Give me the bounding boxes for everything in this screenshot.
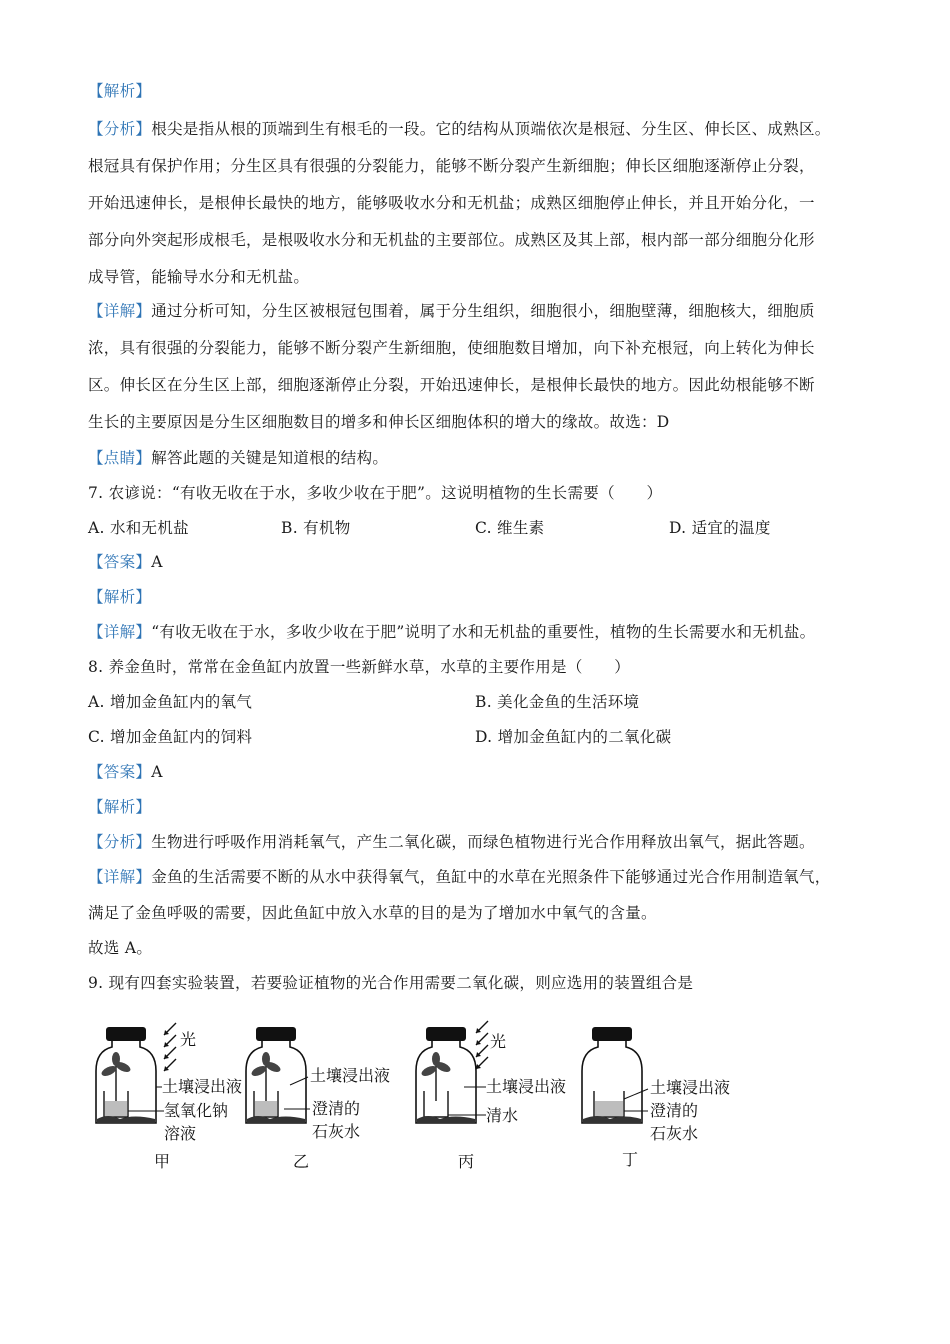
fenxi-tag: 【分析】 bbox=[88, 833, 152, 851]
setup-ding bbox=[582, 1027, 730, 1169]
q7-stem: 7. 农谚说：“有收无收在于水，多收少收在于肥”。这说明植物的生长需要（ ） bbox=[88, 484, 663, 502]
label-naoh-1: 氢氧化钠 bbox=[164, 1101, 229, 1120]
q8-answer: A bbox=[151, 763, 163, 781]
q8-detail-line-2: 满足了金鱼呼吸的需要，因此鱼缸中放入水草的目的是为了增加水中氧气的含量。 bbox=[88, 904, 657, 922]
q6-detail-text: 通过分析可知，分生区被根冠包围着，属于分生组织，细胞很小，细胞壁薄，细胞核大，细胞质 bbox=[151, 302, 815, 320]
q6-detail-line-2: 浓，具有很强的分裂能力，能够不断分裂产生新细胞，使细胞数目增加，向下补充根冠，向上转化为伸长 bbox=[88, 339, 815, 357]
q9-stem: 9. 现有四套实验装置，若要验证植物的光合作用需要二氧化碳，则应选用的装置组合是 bbox=[88, 974, 694, 992]
q7-option-b: B. 有机物 bbox=[281, 519, 351, 537]
label-lime-1-yi: 澄清的 bbox=[312, 1099, 361, 1118]
caption-ding: 丁 bbox=[622, 1150, 639, 1169]
label-naoh-2: 溶液 bbox=[164, 1124, 197, 1143]
q6-analysis-line-1 bbox=[88, 118, 888, 140]
setup-yi bbox=[246, 1027, 390, 1171]
jiexi-tag: 【解析】 bbox=[88, 82, 152, 100]
caption-yi: 乙 bbox=[293, 1152, 310, 1171]
caption-bing: 丙 bbox=[458, 1152, 475, 1171]
q8-detail-text: 金鱼的生活需要不断的从水中获得氧气，鱼缸中的水草在光照条件下能够通过光合作用制造氧气， bbox=[151, 868, 831, 886]
xiangjie-tag: 【详解】 bbox=[88, 302, 152, 320]
label-soil-bing: 土壤浸出液 bbox=[486, 1077, 567, 1096]
q8-stem: 8. 养金鱼时，常常在金鱼缸内放置一些新鲜水草，水草的主要作用是（ ） bbox=[88, 658, 631, 676]
q6-analysis-line-4: 部分向外突起形成根毛，是根吸收水分和无机盐的主要部位。成熟区及其上部，根内部一部分细胞分化形 bbox=[88, 231, 815, 249]
q6-analysis-line-2: 根冠具有保护作用；分生区具有很强的分裂能力，能够不断分裂产生新细胞；伸长区细胞逐渐停止分裂， bbox=[88, 157, 815, 175]
q8-detail-line-1 bbox=[88, 866, 888, 888]
q8-analysis-text: 生物进行呼吸作用消耗氧气，产生二氧化碳，而绿色植物进行光合作用释放出氧气，据此答题。 bbox=[151, 833, 815, 851]
label-lime-2-yi: 石灰水 bbox=[312, 1122, 361, 1141]
label-lime-2-ding: 石灰水 bbox=[650, 1124, 699, 1143]
caption-jia: 甲 bbox=[154, 1152, 171, 1171]
q6-detail-line-4: 生长的主要原因是分生区细胞数目的增多和伸长区细胞体积的增大的缘故。故选：D bbox=[88, 413, 670, 431]
q8-analysis-line bbox=[88, 831, 888, 853]
q7-option-d: D. 适宜的温度 bbox=[669, 519, 771, 537]
setup-bing bbox=[416, 1021, 566, 1171]
experiment-setups-figure bbox=[88, 1015, 768, 1185]
q6-detail-line-3: 区。伸长区在分生区上部，细胞逐渐停止分裂，开始迅速伸长，是根伸长最快的地方。因此幼根能够不断 bbox=[88, 376, 815, 394]
q6-tip-line bbox=[88, 447, 888, 469]
q7-option-c: C. 维生素 bbox=[475, 519, 545, 537]
label-light-bing: 光 bbox=[490, 1032, 507, 1051]
q8-jiexi-tag: 【解析】 bbox=[88, 798, 152, 816]
xiangjie-tag: 【详解】 bbox=[88, 623, 152, 641]
q6-analysis-text: 根尖是指从根的顶端到生有根毛的一段。它的结构从顶端依次是根冠、分生区、伸长区、成熟区。 bbox=[151, 120, 831, 138]
q6-tip-text: 解答此题的关键是知道根的结构。 bbox=[151, 449, 389, 467]
daan-tag: 【答案】 bbox=[88, 553, 152, 571]
label-soil-ding: 土壤浸出液 bbox=[650, 1078, 731, 1097]
q8-conclusion: 故选 A。 bbox=[88, 939, 153, 957]
q8-option-c: C. 增加金鱼缸内的饲料 bbox=[88, 728, 253, 746]
q8-option-d: D. 增加金鱼缸内的二氧化碳 bbox=[475, 728, 672, 746]
fenxi-tag: 【分析】 bbox=[88, 120, 152, 138]
label-lime-1-ding: 澄清的 bbox=[650, 1101, 699, 1120]
q7-detail-line bbox=[88, 621, 888, 643]
label-soil-jia: 土壤浸出液 bbox=[162, 1077, 243, 1096]
setup-jia bbox=[96, 1023, 242, 1171]
q7-answer: A bbox=[151, 553, 163, 571]
q8-answer-line bbox=[88, 761, 888, 783]
dianjing-tag: 【点睛】 bbox=[88, 449, 152, 467]
label-water: 清水 bbox=[486, 1106, 519, 1125]
q7-jiexi-tag: 【解析】 bbox=[88, 588, 152, 606]
q7-option-a: A. 水和无机盐 bbox=[88, 519, 189, 537]
label-soil-yi: 土壤浸出液 bbox=[310, 1066, 391, 1085]
q6-detail-line-1 bbox=[88, 300, 888, 322]
q8-option-a: A. 增加金鱼缸内的氧气 bbox=[88, 693, 253, 711]
q6-analysis-line-5: 成导管，能输导水分和无机盐。 bbox=[88, 268, 310, 286]
q7-detail-text: “有收无收在于水，多收少收在于肥”说明了水和无机盐的重要性，植物的生长需要水和无机盐。 bbox=[151, 623, 816, 641]
q8-option-b: B. 美化金鱼的生活环境 bbox=[475, 693, 640, 711]
xiangjie-tag: 【详解】 bbox=[88, 868, 152, 886]
label-light-jia: 光 bbox=[180, 1030, 197, 1049]
q6-analysis-line-3: 开始迅速伸长，是根伸长最快的地方，能够吸收水分和无机盐；成熟区细胞停止伸长，并且开始分化，一 bbox=[88, 194, 815, 212]
daan-tag: 【答案】 bbox=[88, 763, 152, 781]
q7-answer-line bbox=[88, 551, 888, 573]
